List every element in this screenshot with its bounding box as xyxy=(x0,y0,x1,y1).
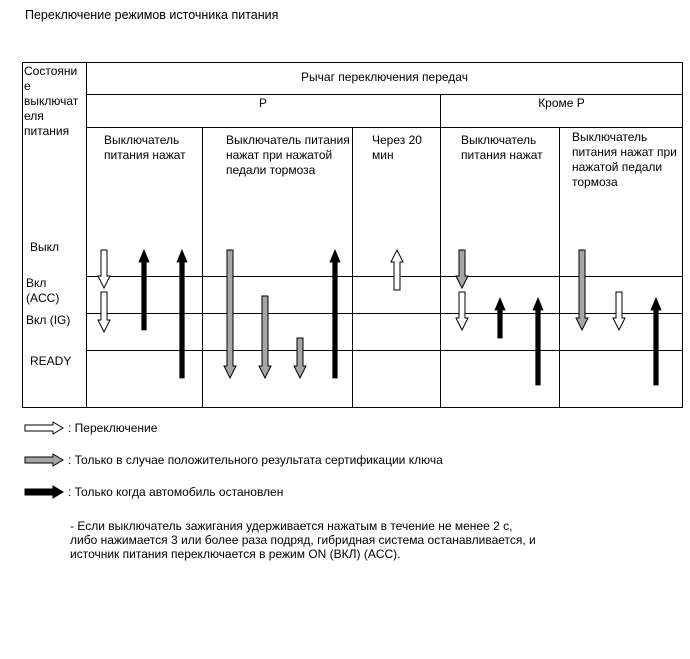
page-title: Переключение режимов источника питания xyxy=(25,8,279,22)
state-label-acc: Вкл (ACC) xyxy=(26,276,60,305)
state-label-ig: Вкл (IG) xyxy=(26,313,71,327)
legend-label-certified: : Только в случае положительного результата сертификации ключа xyxy=(68,453,443,467)
transition-arrow-stopped xyxy=(651,298,661,385)
row-header-line: еля xyxy=(24,109,44,123)
legend-arrow-switch xyxy=(25,422,63,434)
row-header xyxy=(24,64,86,139)
transition-arrow-switch xyxy=(391,250,403,290)
transition-arrow-certified xyxy=(456,250,468,288)
state-label-off: Выкл xyxy=(30,240,60,254)
column-header: Выключатель питания нажат xyxy=(461,133,543,162)
transition-arrows xyxy=(98,250,661,385)
group-header-other: Кроме P xyxy=(538,96,585,110)
row-header-line: Состояни xyxy=(24,64,78,78)
group-header-p: P xyxy=(258,96,267,110)
transition-arrow-switch xyxy=(456,292,468,330)
transition-arrow-stopped xyxy=(533,298,543,385)
legend-arrow-stopped xyxy=(25,486,63,498)
column-header: Выключатель питания нажат при нажатой педали тормоза xyxy=(226,133,350,177)
transition-arrow-certified xyxy=(576,250,588,330)
column-header: Выключатель питания нажат при нажатой педали тормоза xyxy=(572,130,677,189)
column-header: Через 20 мин xyxy=(372,133,422,162)
lever-header: Рычаг переключения передач xyxy=(301,70,468,84)
transition-arrow-switch xyxy=(98,292,110,332)
note-line: - Если выключатель зажигания удерживается нажатым в течение не менее 2 с, xyxy=(70,519,513,533)
note-line: либо нажимается 3 или более раза подряд, гибридная система останавливается, и xyxy=(70,533,536,547)
row-header-line: питания xyxy=(24,124,70,138)
row-header-line: выключат xyxy=(24,94,79,108)
transition-arrow-certified xyxy=(259,296,271,378)
note-text xyxy=(70,519,630,561)
legend-arrows xyxy=(25,422,63,498)
transition-arrow-certified xyxy=(294,338,306,378)
legend-arrow-certified xyxy=(25,454,63,466)
transition-arrow-switch xyxy=(98,250,110,288)
legend-label-switch: : Переключение xyxy=(68,421,158,435)
row-header-line: е xyxy=(24,79,31,93)
note-line: источник питания переключается в режим ON (ВКЛ) (ACC). xyxy=(70,547,401,561)
legend-label-stopped: : Только когда автомобиль остановлен xyxy=(68,485,284,499)
transition-arrow-stopped xyxy=(495,298,505,338)
column-header: Выключатель питания нажат xyxy=(104,133,186,162)
table-grid xyxy=(23,62,684,408)
state-label-ready: READY xyxy=(30,354,72,368)
transition-arrow-switch xyxy=(613,292,625,330)
transition-arrow-stopped xyxy=(139,250,149,330)
